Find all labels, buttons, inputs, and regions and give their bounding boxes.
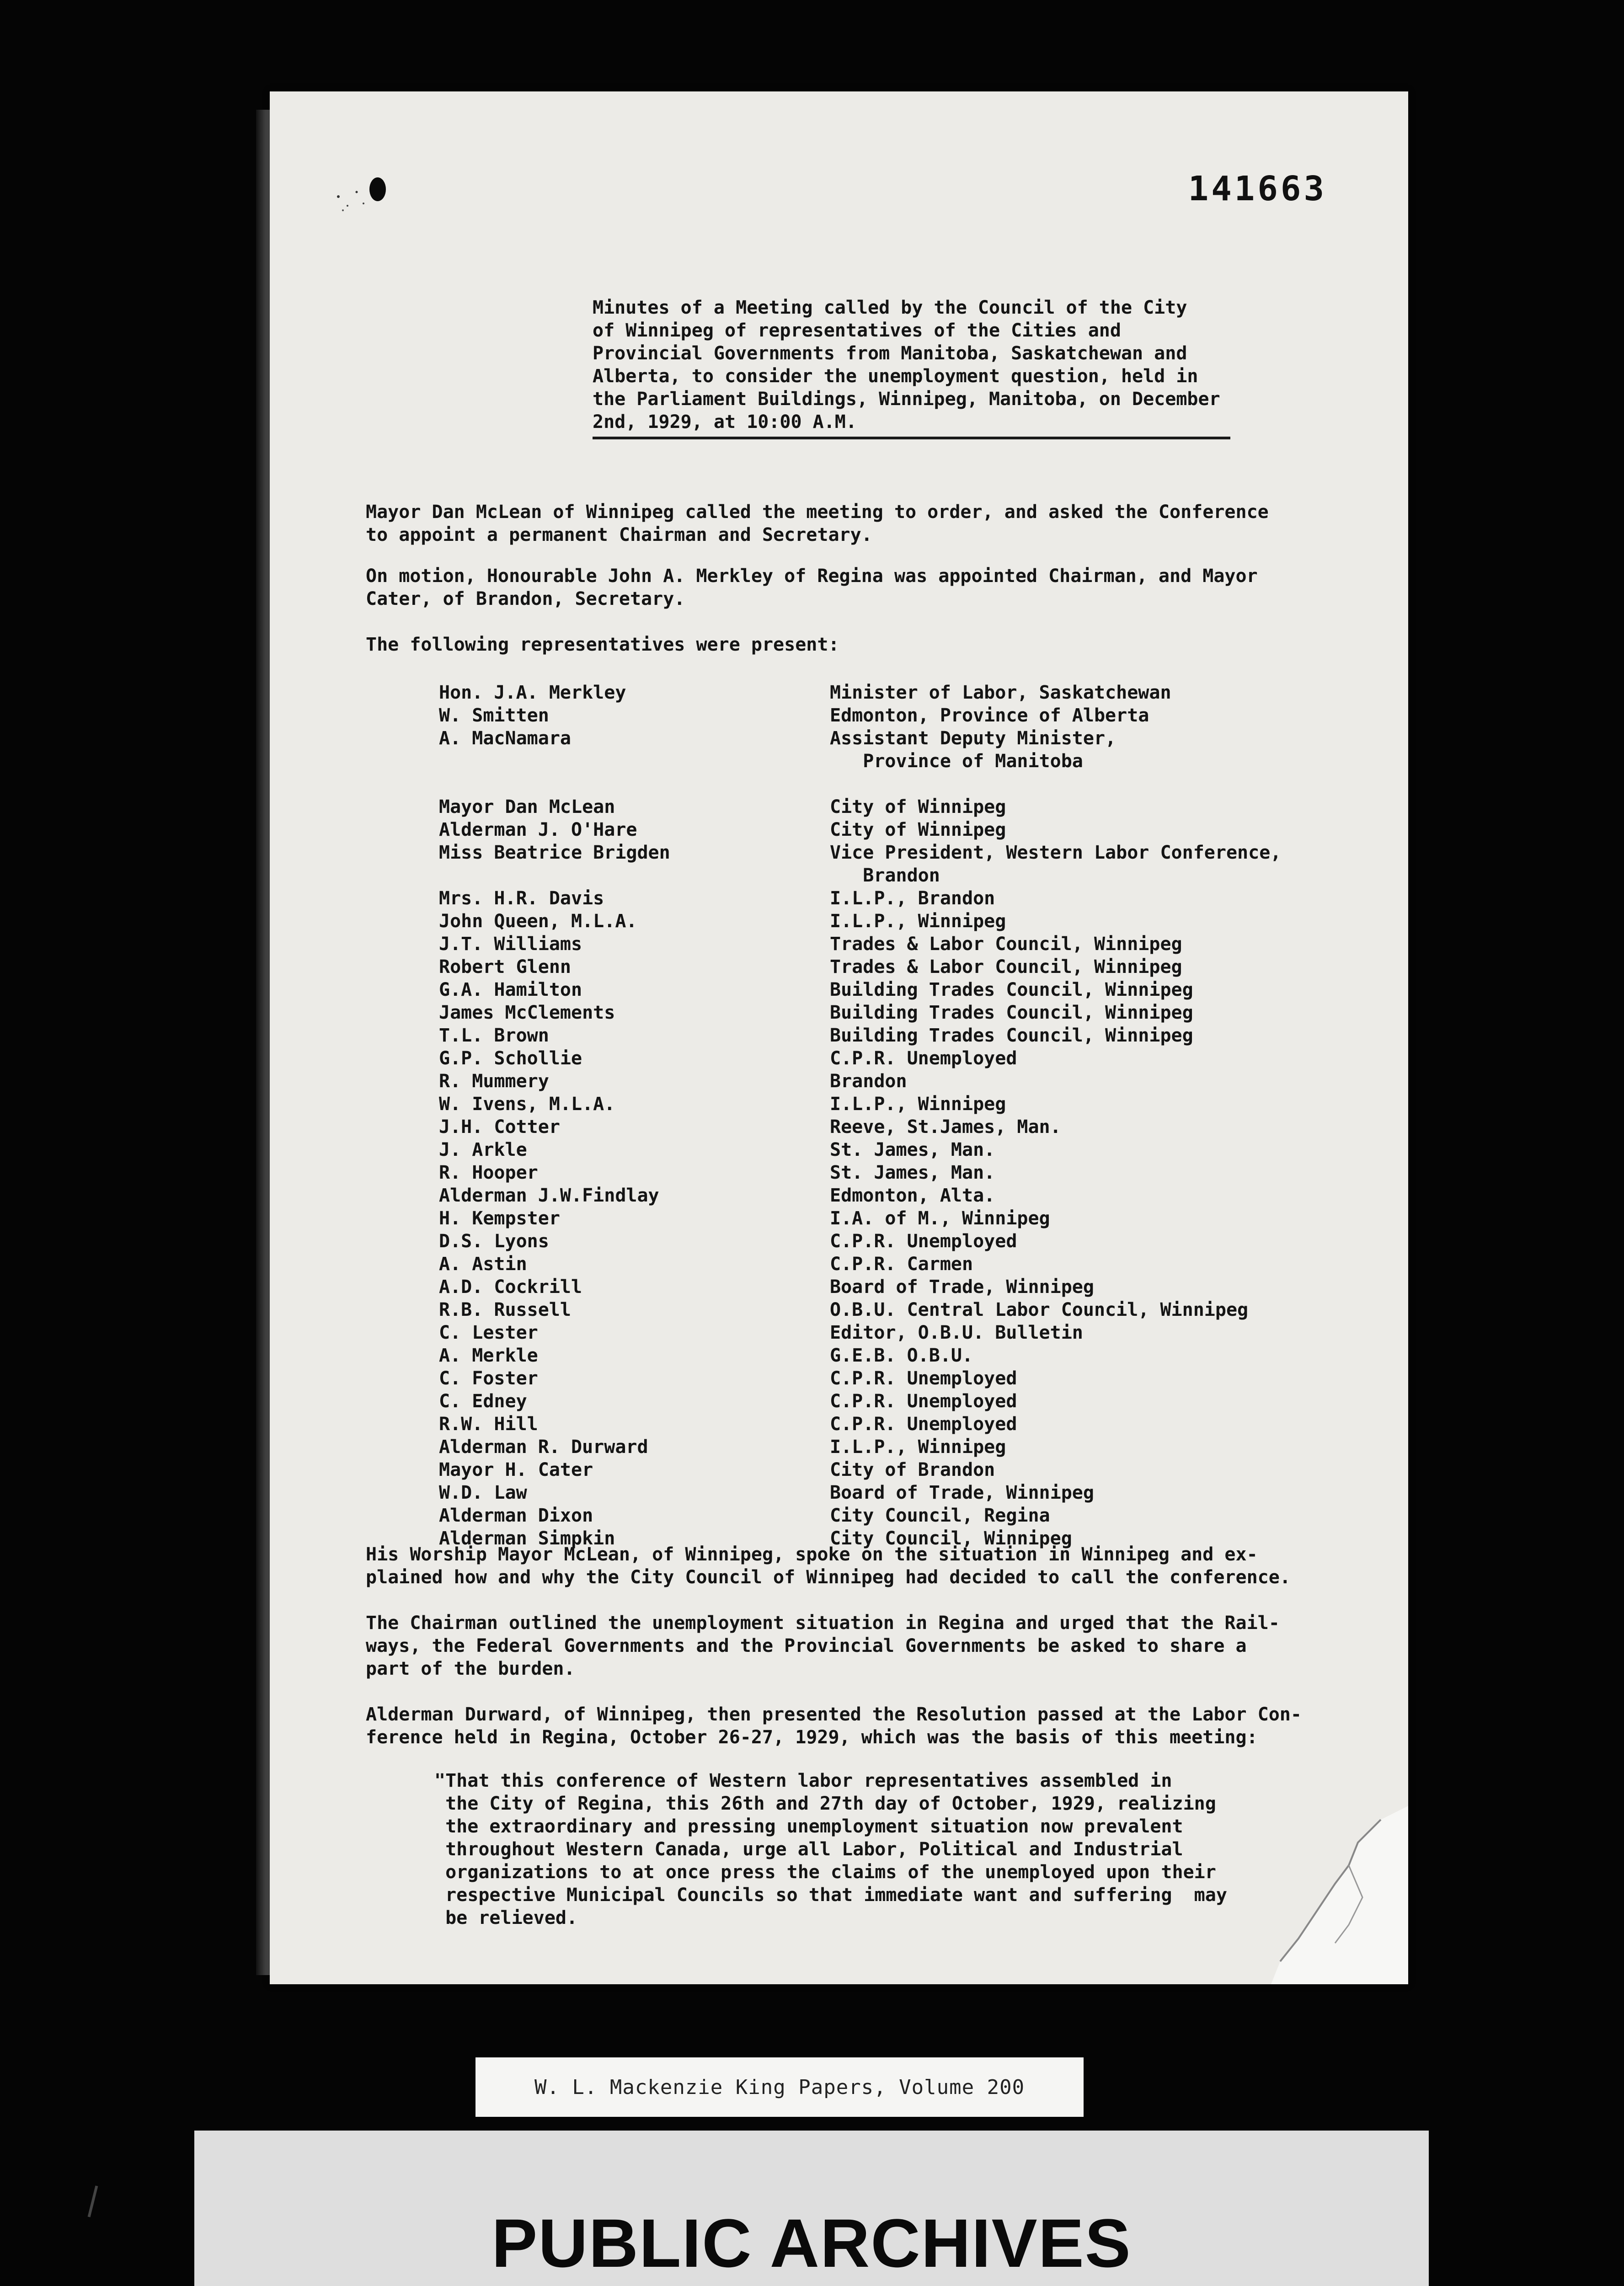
attendee-name: T.L. Brown: [439, 1025, 549, 1046]
attendee-name: John Queen, M.L.A.: [439, 911, 637, 932]
attendee-organization: Edmonton, Alta.: [830, 1185, 995, 1206]
attendee-name: J.T. Williams: [439, 934, 582, 955]
attendee-organization: C.P.R. Unemployed: [830, 1391, 1017, 1412]
attendee-organization: I.L.P., Winnipeg: [830, 1094, 1006, 1115]
attendee-organization: C.P.R. Carmen: [830, 1254, 973, 1275]
attendee-name: A. MacNamara: [439, 728, 571, 749]
attendee-organization: I.A. of M., Winnipeg: [830, 1208, 1050, 1229]
attendee-name: R.W. Hill: [439, 1414, 538, 1435]
attendee-organization: Brandon: [830, 1071, 907, 1092]
attendee-organization: City Council, Winnipeg: [830, 1528, 1072, 1549]
attendee-organization: Minister of Labor, Saskatchewan: [830, 682, 1171, 703]
archive-stamp-card: [194, 2131, 1429, 2286]
attendee-name: Alderman J. O'Hare: [439, 819, 637, 840]
attendee-name: Robert Glenn: [439, 956, 571, 977]
heading-underline: [593, 437, 1230, 439]
film-mark: [88, 2185, 98, 2217]
attendee-name: Alderman Dixon: [439, 1505, 593, 1526]
attendee-name: James McClements: [439, 1002, 615, 1023]
attendee-organization: Board of Trade, Winnipeg: [830, 1277, 1094, 1298]
attendee-organization: Building Trades Council, Winnipeg: [830, 979, 1193, 1000]
attendee-name: A.D. Cockrill: [439, 1277, 582, 1298]
attendee-name: R. Hooper: [439, 1162, 538, 1183]
attendee-organization: C.P.R. Unemployed: [830, 1231, 1017, 1252]
attendee-name: W.D. Law: [439, 1482, 527, 1503]
attendee-name: C. Edney: [439, 1391, 527, 1412]
attendee-organization: I.L.P., Winnipeg: [830, 1437, 1006, 1458]
attendee-name: C. Lester: [439, 1322, 538, 1343]
attendee-organization: I.L.P., Brandon: [830, 888, 995, 909]
attendee-organization: G.E.B. O.B.U.: [830, 1345, 973, 1366]
attendance-intro: The following representatives were present:: [366, 634, 839, 655]
attendee-name: J. Arkle: [439, 1139, 527, 1160]
attendee-organization: Trades & Labor Council, Winnipeg: [830, 934, 1182, 955]
attendee-organization: I.L.P., Winnipeg: [830, 911, 1006, 932]
attendee-name: Alderman J.W.Findlay: [439, 1185, 659, 1206]
attendee-name: A. Merkle: [439, 1345, 538, 1366]
attendee-organization: City of Winnipeg: [830, 796, 1006, 817]
attendee-name: G.A. Hamilton: [439, 979, 582, 1000]
caption-text: W. L. Mackenzie King Papers, Volume 200: [534, 2075, 1025, 2099]
attendee-name: Alderman Simpkin: [439, 1528, 615, 1549]
mayor-paragraph: His Worship Mayor McLean, of Winnipeg, spoke on the situation in Winnipeg and ex- plained how and why the City Council of Winnipeg had decided to call the conference.: [366, 1544, 1291, 1588]
attendee-organization: City Council, Regina: [830, 1505, 1050, 1526]
chairman-paragraph: On motion, Honourable John A. Merkley of Regina was appointed Chairman, and Mayor Cater, of Brandon, Secretary.: [366, 566, 1258, 609]
attendee-name: R. Mummery: [439, 1071, 549, 1092]
attendee-name: Miss Beatrice Brigden: [439, 842, 670, 863]
attendee-organization: City of Winnipeg: [830, 819, 1006, 840]
archive-line-english: PUBLIC ARCHIVES: [491, 2205, 1132, 2281]
caption-label: [475, 2057, 1084, 2117]
attendee-organization: Edmonton, Province of Alberta: [830, 705, 1149, 726]
attendee-name: J.H. Cotter: [439, 1116, 560, 1138]
attendee-name: Hon. J.A. Merkley: [439, 682, 626, 703]
attendee-name: W. Ivens, M.L.A.: [439, 1094, 615, 1115]
attendee-organization: Reeve, St.James, Man.: [830, 1116, 1061, 1138]
attendee-organization: Trades & Labor Council, Winnipeg: [830, 956, 1182, 977]
attendee-organization: Brandon: [830, 865, 940, 886]
attendee-name: W. Smitten: [439, 705, 549, 726]
attendee-organization: Building Trades Council, Winnipeg: [830, 1002, 1193, 1023]
attendee-organization: Province of Manitoba: [830, 751, 1083, 772]
attendee-name: D.S. Lyons: [439, 1231, 549, 1252]
paper-specks: [329, 183, 384, 219]
attendee-name: Mrs. H.R. Davis: [439, 888, 604, 909]
attendee-name: A. Astin: [439, 1254, 527, 1275]
chairman-outline-paragraph: The Chairman outlined the unemployment situation in Regina and urged that the Rail- ways, the Federal Governments and the Provincial Governments be asked to share a part of the burden.: [366, 1613, 1280, 1679]
document-number: 141663: [1188, 169, 1327, 208]
attendee-organization: C.P.R. Unemployed: [830, 1368, 1017, 1389]
attendee-organization: O.B.U. Central Labor Council, Winnipeg: [830, 1299, 1249, 1320]
attendee-name: C. Foster: [439, 1368, 538, 1389]
attendee-organization: Editor, O.B.U. Bulletin: [830, 1322, 1083, 1343]
attendee-name: G.P. Schollie: [439, 1048, 582, 1069]
opening-paragraph: Mayor Dan McLean of Winnipeg called the meeting to order, and asked the Conference to appoint a permanent Chairman and Secretary.: [366, 502, 1269, 545]
attendee-organization: St. James, Man.: [830, 1162, 995, 1183]
attendee-name: Mayor Dan McLean: [439, 796, 615, 817]
attendee-organization: Building Trades Council, Winnipeg: [830, 1025, 1193, 1046]
resolution-quote: "That this conference of Western labor representatives assembled in the City of Regina, this 26th and 27th day of October, 1929, realizing the extraordinary and pressing unemployment situation now prevalent throughout Western Canada, urge all Labor, Political and Industrial organizations to at once press the claims of the unemployed upon their respective Municipal Councils so that immediate want and suffering may be relieved.: [434, 1770, 1227, 1928]
attendee-organization: C.P.R. Unemployed: [830, 1414, 1017, 1435]
attendee-name: Mayor H. Cater: [439, 1459, 593, 1480]
attendee-organization: C.P.R. Unemployed: [830, 1048, 1017, 1069]
attendee-organization: City of Brandon: [830, 1459, 995, 1480]
attendee-name: Alderman R. Durward: [439, 1437, 648, 1458]
attendee-organization: St. James, Man.: [830, 1139, 995, 1160]
attendee-organization: Assistant Deputy Minister,: [830, 728, 1116, 749]
attendee-organization: Board of Trade, Winnipeg: [830, 1482, 1094, 1503]
minutes-heading: Minutes of a Meeting called by the Council of the City of Winnipeg of representatives of the Cities and Provincial Governments from Manitoba, Saskatchewan and Alberta, to consider the unemployment question, held in the Parliament Buildings, Winnipeg, Manitoba, on December 2nd, 1929, at 10:00 A.M.: [593, 297, 1220, 433]
torn-corner: [1244, 1806, 1408, 1984]
attendee-organization: Vice President, Western Labor Conference,: [830, 842, 1282, 863]
attendee-name: H. Kempster: [439, 1208, 560, 1229]
resolution-intro-paragraph: Alderman Durward, of Winnipeg, then presented the Resolution passed at the Labor Con- ference held in Regina, October 26-27, 1929, which was the basis of this meeting:: [366, 1704, 1302, 1748]
attendee-name: R.B. Russell: [439, 1299, 571, 1320]
